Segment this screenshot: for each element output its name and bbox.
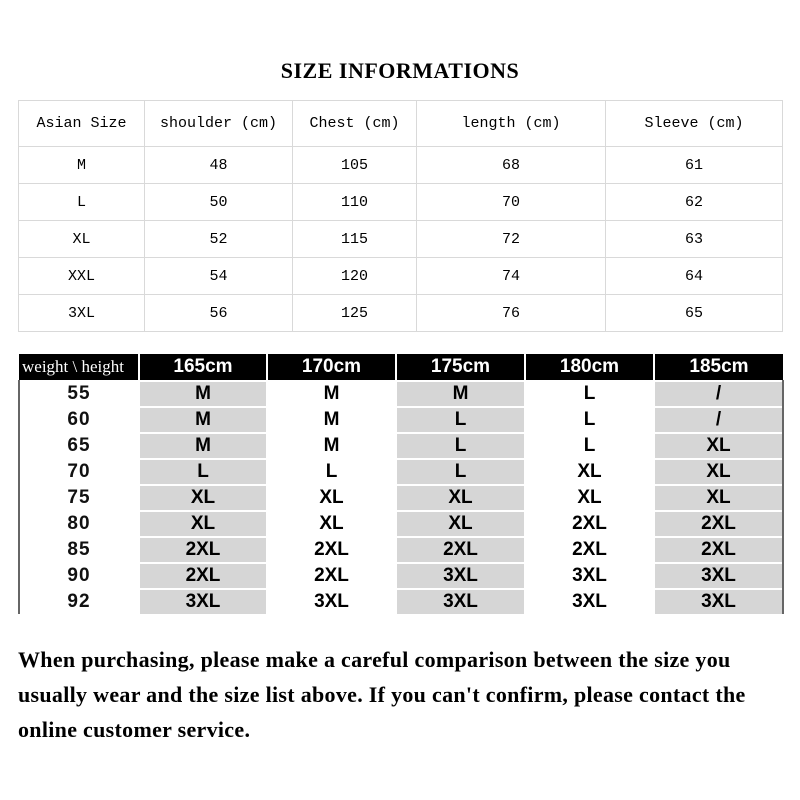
size-cell: XL: [654, 433, 783, 459]
size-cell: 3XL: [654, 589, 783, 614]
height-header: 170cm: [267, 354, 396, 381]
size-cell: 3XL: [654, 563, 783, 589]
table-cell: 52: [145, 221, 293, 258]
size-cell: L: [267, 459, 396, 485]
size-cell: 2XL: [525, 511, 654, 537]
table-cell: 125: [293, 295, 417, 332]
table-row: [19, 147, 783, 184]
size-information-table: [18, 100, 783, 332]
size-cell: 3XL: [267, 589, 396, 614]
table-cell: 72: [417, 221, 606, 258]
height-header: 175cm: [396, 354, 525, 381]
weight-cell: 85: [19, 537, 139, 563]
table-cell: 56: [145, 295, 293, 332]
table-cell: 65: [606, 295, 783, 332]
table-cell: 68: [417, 147, 606, 184]
table-cell: 105: [293, 147, 417, 184]
size-cell: 3XL: [396, 563, 525, 589]
size-cell: 2XL: [654, 537, 783, 563]
size-cell: /: [654, 407, 783, 433]
table-cell: L: [19, 184, 145, 221]
weight-height-chart: [18, 354, 782, 614]
table-cell: 120: [293, 258, 417, 295]
size-cell: M: [267, 381, 396, 407]
table-row: [19, 459, 783, 485]
size-cell: L: [525, 381, 654, 407]
table-row: [19, 563, 783, 589]
purchase-note: When purchasing, please make a careful comparison between the size you usually wear and the size list above. If you can't confirm, please contact the online customer service.: [18, 647, 746, 742]
size-cell: 2XL: [267, 537, 396, 563]
weight-cell: 80: [19, 511, 139, 537]
weight-cell: 92: [19, 589, 139, 614]
weight-height-table: [18, 354, 784, 614]
column-header: Sleeve (cm): [606, 101, 783, 147]
table-cell: XXL: [19, 258, 145, 295]
corner-header: weight \ height: [19, 354, 139, 381]
weight-cell: 70: [19, 459, 139, 485]
weight-cell: 55: [19, 381, 139, 407]
size-cell: XL: [267, 485, 396, 511]
weight-height-body: [19, 381, 783, 614]
column-header: Asian Size: [19, 101, 145, 147]
height-header: 180cm: [525, 354, 654, 381]
table-cell: 61: [606, 147, 783, 184]
table-cell: 50: [145, 184, 293, 221]
table-row: [19, 221, 783, 258]
table-row: [19, 381, 783, 407]
size-cell: L: [396, 407, 525, 433]
table-row: [19, 589, 783, 614]
table-cell: 48: [145, 147, 293, 184]
weight-cell: 60: [19, 407, 139, 433]
size-cell: 3XL: [396, 589, 525, 614]
size-cell: 3XL: [525, 563, 654, 589]
size-cell: XL: [139, 485, 267, 511]
table-cell: 110: [293, 184, 417, 221]
weight-cell: 65: [19, 433, 139, 459]
table-cell: 74: [417, 258, 606, 295]
size-cell: L: [396, 459, 525, 485]
size-cell: 3XL: [139, 589, 267, 614]
table-cell: 63: [606, 221, 783, 258]
size-cell: L: [525, 407, 654, 433]
size-cell: M: [267, 433, 396, 459]
table-row: [19, 258, 783, 295]
size-cell: L: [525, 433, 654, 459]
table-cell: XL: [19, 221, 145, 258]
size-cell: 3XL: [525, 589, 654, 614]
size-cell: XL: [396, 485, 525, 511]
size-table-header-row: [19, 101, 783, 147]
size-cell: XL: [525, 459, 654, 485]
size-cell: L: [396, 433, 525, 459]
table-row: [19, 407, 783, 433]
table-row: [19, 511, 783, 537]
table-cell: 3XL: [19, 295, 145, 332]
size-cell: XL: [267, 511, 396, 537]
size-cell: XL: [654, 459, 783, 485]
size-cell: XL: [396, 511, 525, 537]
column-header: length (cm): [417, 101, 606, 147]
size-cell: 2XL: [654, 511, 783, 537]
weight-height-header-row: [19, 354, 783, 381]
table-cell: 54: [145, 258, 293, 295]
size-cell: XL: [654, 485, 783, 511]
page-title: SIZE INFORMATIONS: [280, 58, 520, 83]
table-cell: 70: [417, 184, 606, 221]
size-cell: 2XL: [139, 563, 267, 589]
column-header: Chest (cm): [293, 101, 417, 147]
height-header: 165cm: [139, 354, 267, 381]
table-row: [19, 485, 783, 511]
size-cell: M: [139, 381, 267, 407]
size-cell: L: [139, 459, 267, 485]
table-cell: 76: [417, 295, 606, 332]
size-cell: M: [396, 381, 525, 407]
table-cell: 62: [606, 184, 783, 221]
size-cell: 2XL: [139, 537, 267, 563]
table-cell: 115: [293, 221, 417, 258]
size-cell: /: [654, 381, 783, 407]
table-row: [19, 184, 783, 221]
size-cell: XL: [525, 485, 654, 511]
size-cell: M: [139, 433, 267, 459]
size-cell: 2XL: [525, 537, 654, 563]
table-row: [19, 537, 783, 563]
size-cell: M: [139, 407, 267, 433]
height-header: 185cm: [654, 354, 783, 381]
size-cell: XL: [139, 511, 267, 537]
weight-cell: 75: [19, 485, 139, 511]
table-row: [19, 295, 783, 332]
table-row: [19, 433, 783, 459]
size-cell: M: [267, 407, 396, 433]
table-cell: 64: [606, 258, 783, 295]
table-cell: M: [19, 147, 145, 184]
size-cell: 2XL: [267, 563, 396, 589]
weight-cell: 90: [19, 563, 139, 589]
size-cell: 2XL: [396, 537, 525, 563]
column-header: shoulder (cm): [145, 101, 293, 147]
